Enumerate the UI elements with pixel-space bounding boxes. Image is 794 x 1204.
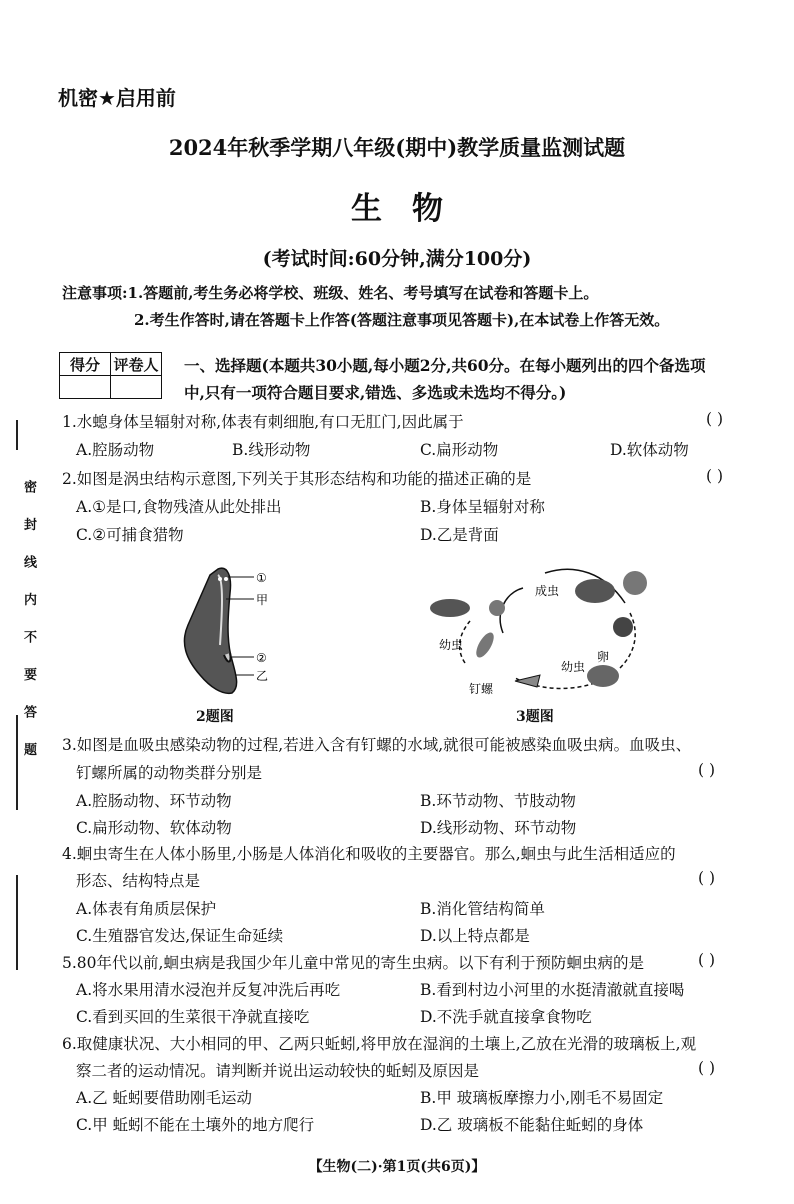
- confidential-label: 机密★启用前: [58, 86, 176, 110]
- grader-header: 评卷人: [111, 353, 162, 376]
- q5-option-d: D.不洗手就直接拿食物吃: [420, 1008, 592, 1026]
- q2-option-d: D.乙是背面: [420, 526, 499, 544]
- score-table: [59, 352, 162, 399]
- q6-option-a: A.乙 蚯蚓要借助刚毛运动: [76, 1089, 253, 1107]
- q6-stem-line-1: 6.取健康状况、大小相同的甲、乙两只蚯蚓,将甲放在湿润的土壤上,乙放在光滑的玻璃板上,观: [62, 1035, 697, 1053]
- q6-answer-blank: ( ): [698, 1059, 716, 1077]
- q4-stem-line-2: 形态、结构特点是: [76, 872, 201, 890]
- notice-line-1: 注意事项:1.答题前,考生务必将学校、班级、姓名、考号填写在试卷和答题卡上。: [62, 284, 599, 302]
- q1-option-a: A.腔肠动物: [76, 441, 155, 459]
- q4-option-b: B.消化管结构简单: [420, 900, 545, 918]
- fig2-label-2: ②: [256, 651, 267, 665]
- fig2-label-1: ①: [256, 571, 267, 585]
- q5-option-b: B.看到村边小河里的水挺清澈就直接喝: [420, 981, 685, 999]
- q6-option-d: D.乙 玻璃板不能黏住蚯蚓的身体: [420, 1116, 644, 1134]
- q5-option-a: A.将水果用清水浸泡并反复冲洗后再吃: [76, 981, 341, 999]
- page-footer: 【生物(二)·第1页(共6页)】: [308, 1159, 486, 1175]
- fig3-label-adult: 成虫: [535, 584, 560, 598]
- q1-option-c: C.扁形动物: [420, 441, 499, 459]
- exam-info: (考试时间:60分钟,满分100分): [262, 248, 532, 270]
- q5-option-c: C.看到买回的生菜很干净就直接吃: [76, 1008, 310, 1026]
- q2-answer-blank: ( ): [706, 467, 724, 485]
- q2-stem: 2.如图是涡虫结构示意图,下列关于其形态结构和功能的描述正确的是: [62, 470, 532, 488]
- life-cycle-figure: [425, 553, 655, 703]
- q1-answer-blank: ( ): [706, 410, 724, 428]
- q1-option-b: B.线形动物: [232, 441, 311, 459]
- q4-answer-blank: ( ): [698, 869, 716, 887]
- subject-title: 生物: [351, 191, 473, 227]
- score-cell: [60, 376, 111, 399]
- fig3-label-egg: 卵: [597, 650, 610, 664]
- q3-answer-blank: ( ): [698, 761, 716, 779]
- q5-stem: 5.80年代以前,蛔虫病是我国少年儿童中常见的寄生虫病。以下有利于预防蛔虫病的是: [62, 954, 644, 972]
- q6-option-c: C.甲 蚯蚓不能在土壤外的地方爬行: [76, 1116, 315, 1134]
- q5-answer-blank: ( ): [698, 951, 716, 969]
- score-header: 得分: [60, 353, 111, 376]
- q6-stem-line-2: 察二者的运动情况。请判断并说出运动较快的蚯蚓及原因是: [76, 1062, 480, 1080]
- fig3-caption: 3题图: [516, 709, 554, 725]
- q3-option-d: D.线形动物、环节动物: [420, 819, 577, 837]
- fig3-label-larva-1: 幼虫: [439, 638, 464, 652]
- q4-stem-line-1: 4.蛔虫寄生在人体小肠里,小肠是人体消化和吸收的主要器官。那么,蛔虫与此生活相适应的: [62, 845, 676, 863]
- q2-option-a: A.①是口,食物残渣从此处排出: [76, 498, 282, 516]
- q3-option-c: C.扁形动物、软体动物: [76, 819, 232, 837]
- q3-option-a: A.腔肠动物、环节动物: [76, 792, 232, 810]
- q4-option-d: D.以上特点都是: [420, 927, 530, 945]
- q4-option-c: C.生殖器官发达,保证生命延续: [76, 927, 284, 945]
- fig2-caption: 2题图: [196, 709, 234, 725]
- fig3-label-snail: 钉螺: [469, 682, 494, 696]
- notice-line-2: 2.考生作答时,请在答题卡上作答(答题注意事项见答题卡),在本试卷上作答无效。: [134, 311, 670, 329]
- q1-option-d: D.软体动物: [610, 441, 689, 459]
- fig2-label-jia: 甲: [256, 593, 269, 607]
- q3-stem-line-1: 3.如图是血吸虫感染动物的过程,若进入含有钉螺的水域,就很可能被感染血吸虫病。血吸虫、: [62, 736, 692, 754]
- q2-option-b: B.身体呈辐射对称: [420, 498, 545, 516]
- binding-text: 密 封 线 内 不 要 答 题: [21, 480, 36, 766]
- grader-cell: [111, 376, 162, 399]
- q3-option-b: B.环节动物、节肢动物: [420, 792, 576, 810]
- q4-option-a: A.体表有角质层保护: [76, 900, 217, 918]
- fig2-label-yi: 乙: [256, 669, 269, 683]
- planarian-figure: [140, 555, 290, 705]
- exam-title: 2024年秋季学期八年级(期中)教学质量监测试题: [168, 135, 626, 160]
- q1-stem: 1.水螅身体呈辐射对称,体表有刺细胞,有口无肛门,因此属于: [62, 413, 464, 431]
- q3-stem-line-2: 钉螺所属的动物类群分别是: [76, 764, 263, 782]
- q6-option-b: B.甲 玻璃板摩擦力小,刚毛不易固定: [420, 1089, 664, 1107]
- fig3-label-larva-2: 幼虫: [561, 660, 586, 674]
- binding-line: [16, 715, 18, 810]
- q2-option-c: C.②可捕食猎物: [76, 526, 184, 544]
- section-heading-line-2: 中,只有一项符合题目要求,错选、多选或未选均不得分。): [184, 383, 567, 402]
- section-heading-line-1: 一、选择题(本题共30小题,每小题2分,共60分。在每小题列出的四个备选项: [184, 356, 706, 375]
- binding-line: [16, 875, 18, 970]
- binding-line: [16, 420, 18, 450]
